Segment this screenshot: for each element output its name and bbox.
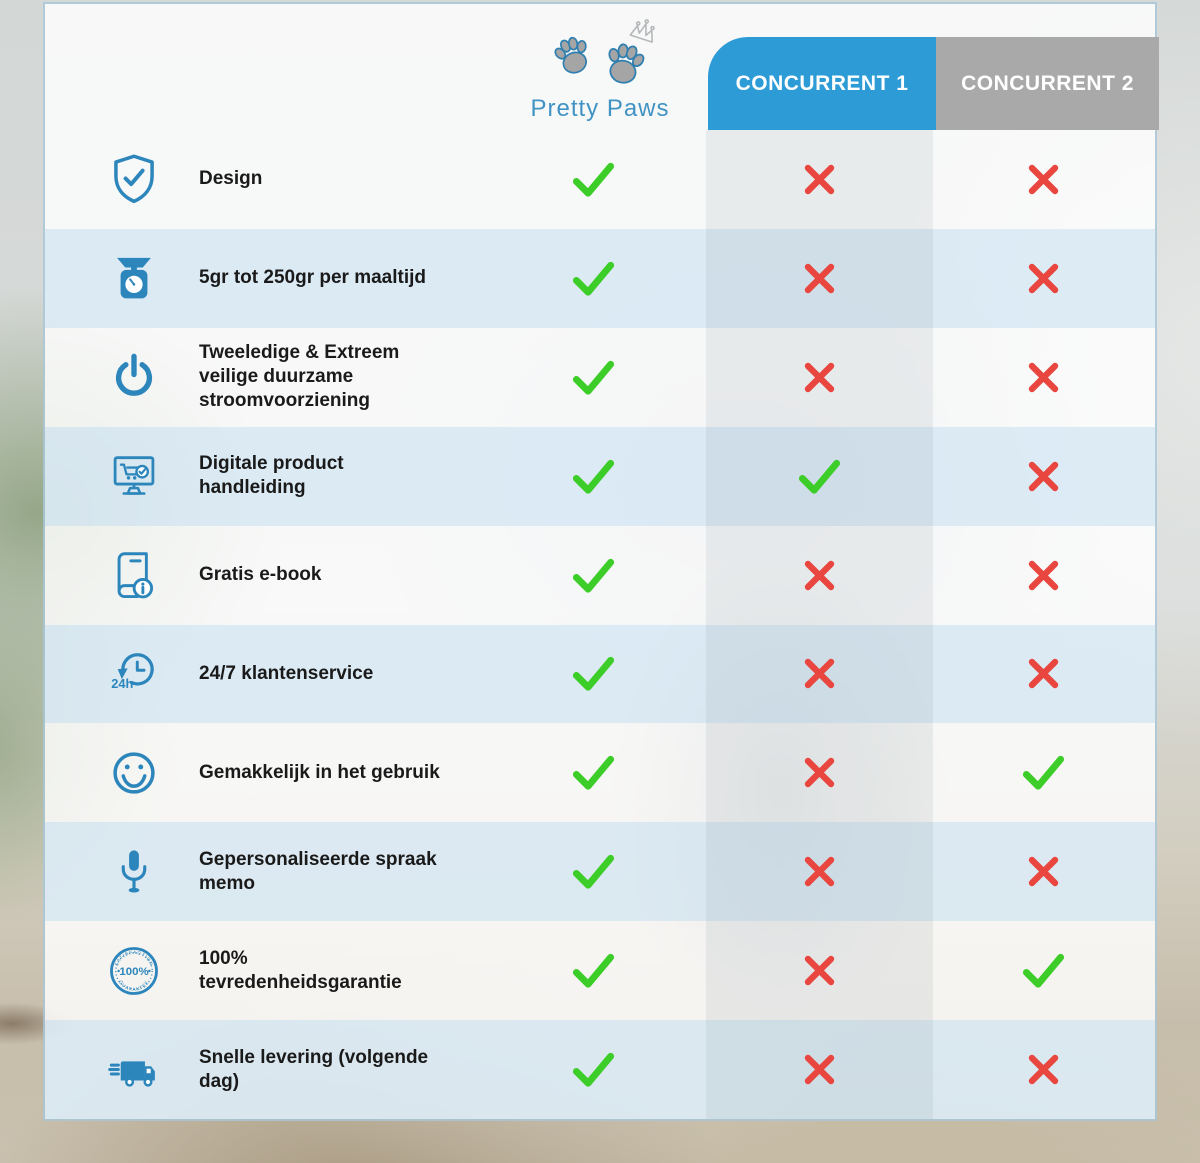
feature-label: Snelle levering (volgende dag) <box>199 1046 429 1092</box>
smiley-icon <box>106 745 162 801</box>
concurrent-2-cell <box>933 822 1155 921</box>
cross-icon <box>1023 851 1064 892</box>
concurrent-1-cell <box>706 427 933 526</box>
pretty-paws-cell <box>480 625 705 724</box>
feature-icon-box <box>106 646 162 702</box>
ebook-info-icon <box>106 547 162 603</box>
microphone-icon <box>106 844 162 900</box>
feature-cell <box>45 723 480 822</box>
feature-label: Gepersonaliseerde spraak memo <box>199 848 437 894</box>
feature-cell <box>45 229 480 328</box>
concurrent-1-cell <box>706 1020 933 1119</box>
cross-icon <box>799 357 840 398</box>
pretty-paws-cell <box>480 526 705 625</box>
check-icon <box>1020 947 1067 994</box>
table-row <box>45 1020 1155 1119</box>
shield-check-icon <box>106 151 162 207</box>
feature-icon-box <box>106 151 162 207</box>
table-row <box>45 625 1155 724</box>
competitor-1-header <box>708 37 936 130</box>
concurrent-2-cell <box>933 526 1155 625</box>
cross-icon <box>1023 456 1064 497</box>
comparison-rows <box>45 130 1155 1119</box>
concurrent-1-cell <box>706 229 933 328</box>
cross-icon <box>799 653 840 694</box>
concurrent-1-cell <box>706 130 933 229</box>
feature-label: 100% tevredenheidsgarantie <box>199 947 402 993</box>
table-row <box>45 526 1155 625</box>
feature-cell <box>45 921 480 1020</box>
competitor-2-label: CONCURRENT 2 <box>961 71 1134 95</box>
concurrent-1-cell <box>706 625 933 724</box>
feature-label: Digitale product handleiding <box>199 453 344 499</box>
cross-icon <box>799 159 840 200</box>
feature-label: Gemakkelijk in het gebruik <box>199 761 440 783</box>
cross-icon <box>1023 653 1064 694</box>
pretty-paws-cell <box>480 822 705 921</box>
competitor-1-label: CONCURRENT 1 <box>735 71 909 95</box>
feature-icon-box <box>106 745 162 801</box>
table-row <box>45 427 1155 526</box>
pretty-paws-cell <box>480 921 705 1020</box>
feature-icon-box <box>106 1042 162 1098</box>
concurrent-2-cell <box>933 229 1155 328</box>
feature-icon-box <box>106 349 162 405</box>
competitor-2-header <box>936 37 1159 130</box>
check-icon <box>570 947 617 994</box>
concurrent-2-cell <box>933 427 1155 526</box>
feature-label: Gratis e-book <box>199 564 322 586</box>
concurrent-1-cell <box>706 822 933 921</box>
concurrent-1-cell <box>706 328 933 427</box>
cross-icon <box>799 950 840 991</box>
concurrent-2-cell <box>933 723 1155 822</box>
brand-name: Pretty Paws <box>530 95 670 122</box>
feature-icon-box <box>106 547 162 603</box>
feature-cell <box>45 1020 480 1119</box>
concurrent-2-cell <box>933 328 1155 427</box>
brand-logo <box>500 10 700 123</box>
feature-icon-box <box>106 943 162 999</box>
cross-icon <box>1023 258 1064 299</box>
cross-icon <box>799 752 840 793</box>
check-icon <box>570 255 617 302</box>
table-row <box>45 130 1155 229</box>
table-row <box>45 921 1155 1020</box>
check-icon <box>570 354 617 401</box>
feature-cell <box>45 130 480 229</box>
check-icon <box>570 552 617 599</box>
cross-icon <box>1023 1049 1064 1090</box>
concurrent-1-cell <box>706 526 933 625</box>
power-button-icon <box>106 349 162 405</box>
cross-icon <box>799 1049 840 1090</box>
table-row <box>45 822 1155 921</box>
feature-cell <box>45 328 480 427</box>
pretty-paws-cell <box>480 427 705 526</box>
feature-label: Tweeledige & Extreem veilige duurzame stroomvoorziening <box>199 342 400 412</box>
feature-cell <box>45 526 480 625</box>
cross-icon <box>1023 555 1064 596</box>
check-icon <box>570 848 617 895</box>
cross-icon <box>799 851 840 892</box>
pretty-paws-cell <box>480 130 705 229</box>
guarantee-stamp-icon <box>106 943 162 999</box>
paw-prints-crown-icon <box>520 10 680 92</box>
table-row <box>45 328 1155 427</box>
cross-icon <box>1023 357 1064 398</box>
concurrent-1-cell <box>706 723 933 822</box>
kitchen-scale-icon <box>106 250 162 306</box>
pretty-paws-cell <box>480 229 705 328</box>
feature-label: 24/7 klantenservice <box>199 663 374 685</box>
check-icon <box>570 1046 617 1093</box>
cross-icon <box>799 258 840 299</box>
check-icon <box>1020 749 1067 796</box>
pretty-paws-cell <box>480 328 705 427</box>
check-icon <box>796 453 843 500</box>
concurrent-2-cell <box>933 625 1155 724</box>
check-icon <box>570 749 617 796</box>
concurrent-2-cell <box>933 1020 1155 1119</box>
concurrent-2-cell <box>933 921 1155 1020</box>
feature-cell <box>45 427 480 526</box>
table-row <box>45 723 1155 822</box>
table-header <box>45 4 1155 130</box>
monitor-cart-icon <box>106 448 162 504</box>
check-icon <box>570 156 617 203</box>
feature-cell <box>45 822 480 921</box>
check-icon <box>570 453 617 500</box>
cross-icon <box>799 555 840 596</box>
feature-icon-box <box>106 844 162 900</box>
comparison-table <box>43 2 1157 1121</box>
feature-icon-box <box>106 448 162 504</box>
feature-label: 5gr tot 250gr per maaltijd <box>199 267 427 289</box>
delivery-truck-icon <box>106 1042 162 1098</box>
pretty-paws-cell <box>480 723 705 822</box>
concurrent-2-cell <box>933 130 1155 229</box>
concurrent-1-cell <box>706 921 933 1020</box>
cross-icon <box>1023 159 1064 200</box>
feature-label: Design <box>199 168 263 190</box>
feature-cell <box>45 625 480 724</box>
table-row <box>45 229 1155 328</box>
feature-icon-box <box>106 250 162 306</box>
check-icon <box>570 650 617 697</box>
pretty-paws-cell <box>480 1020 705 1119</box>
24h-service-icon <box>106 646 162 702</box>
